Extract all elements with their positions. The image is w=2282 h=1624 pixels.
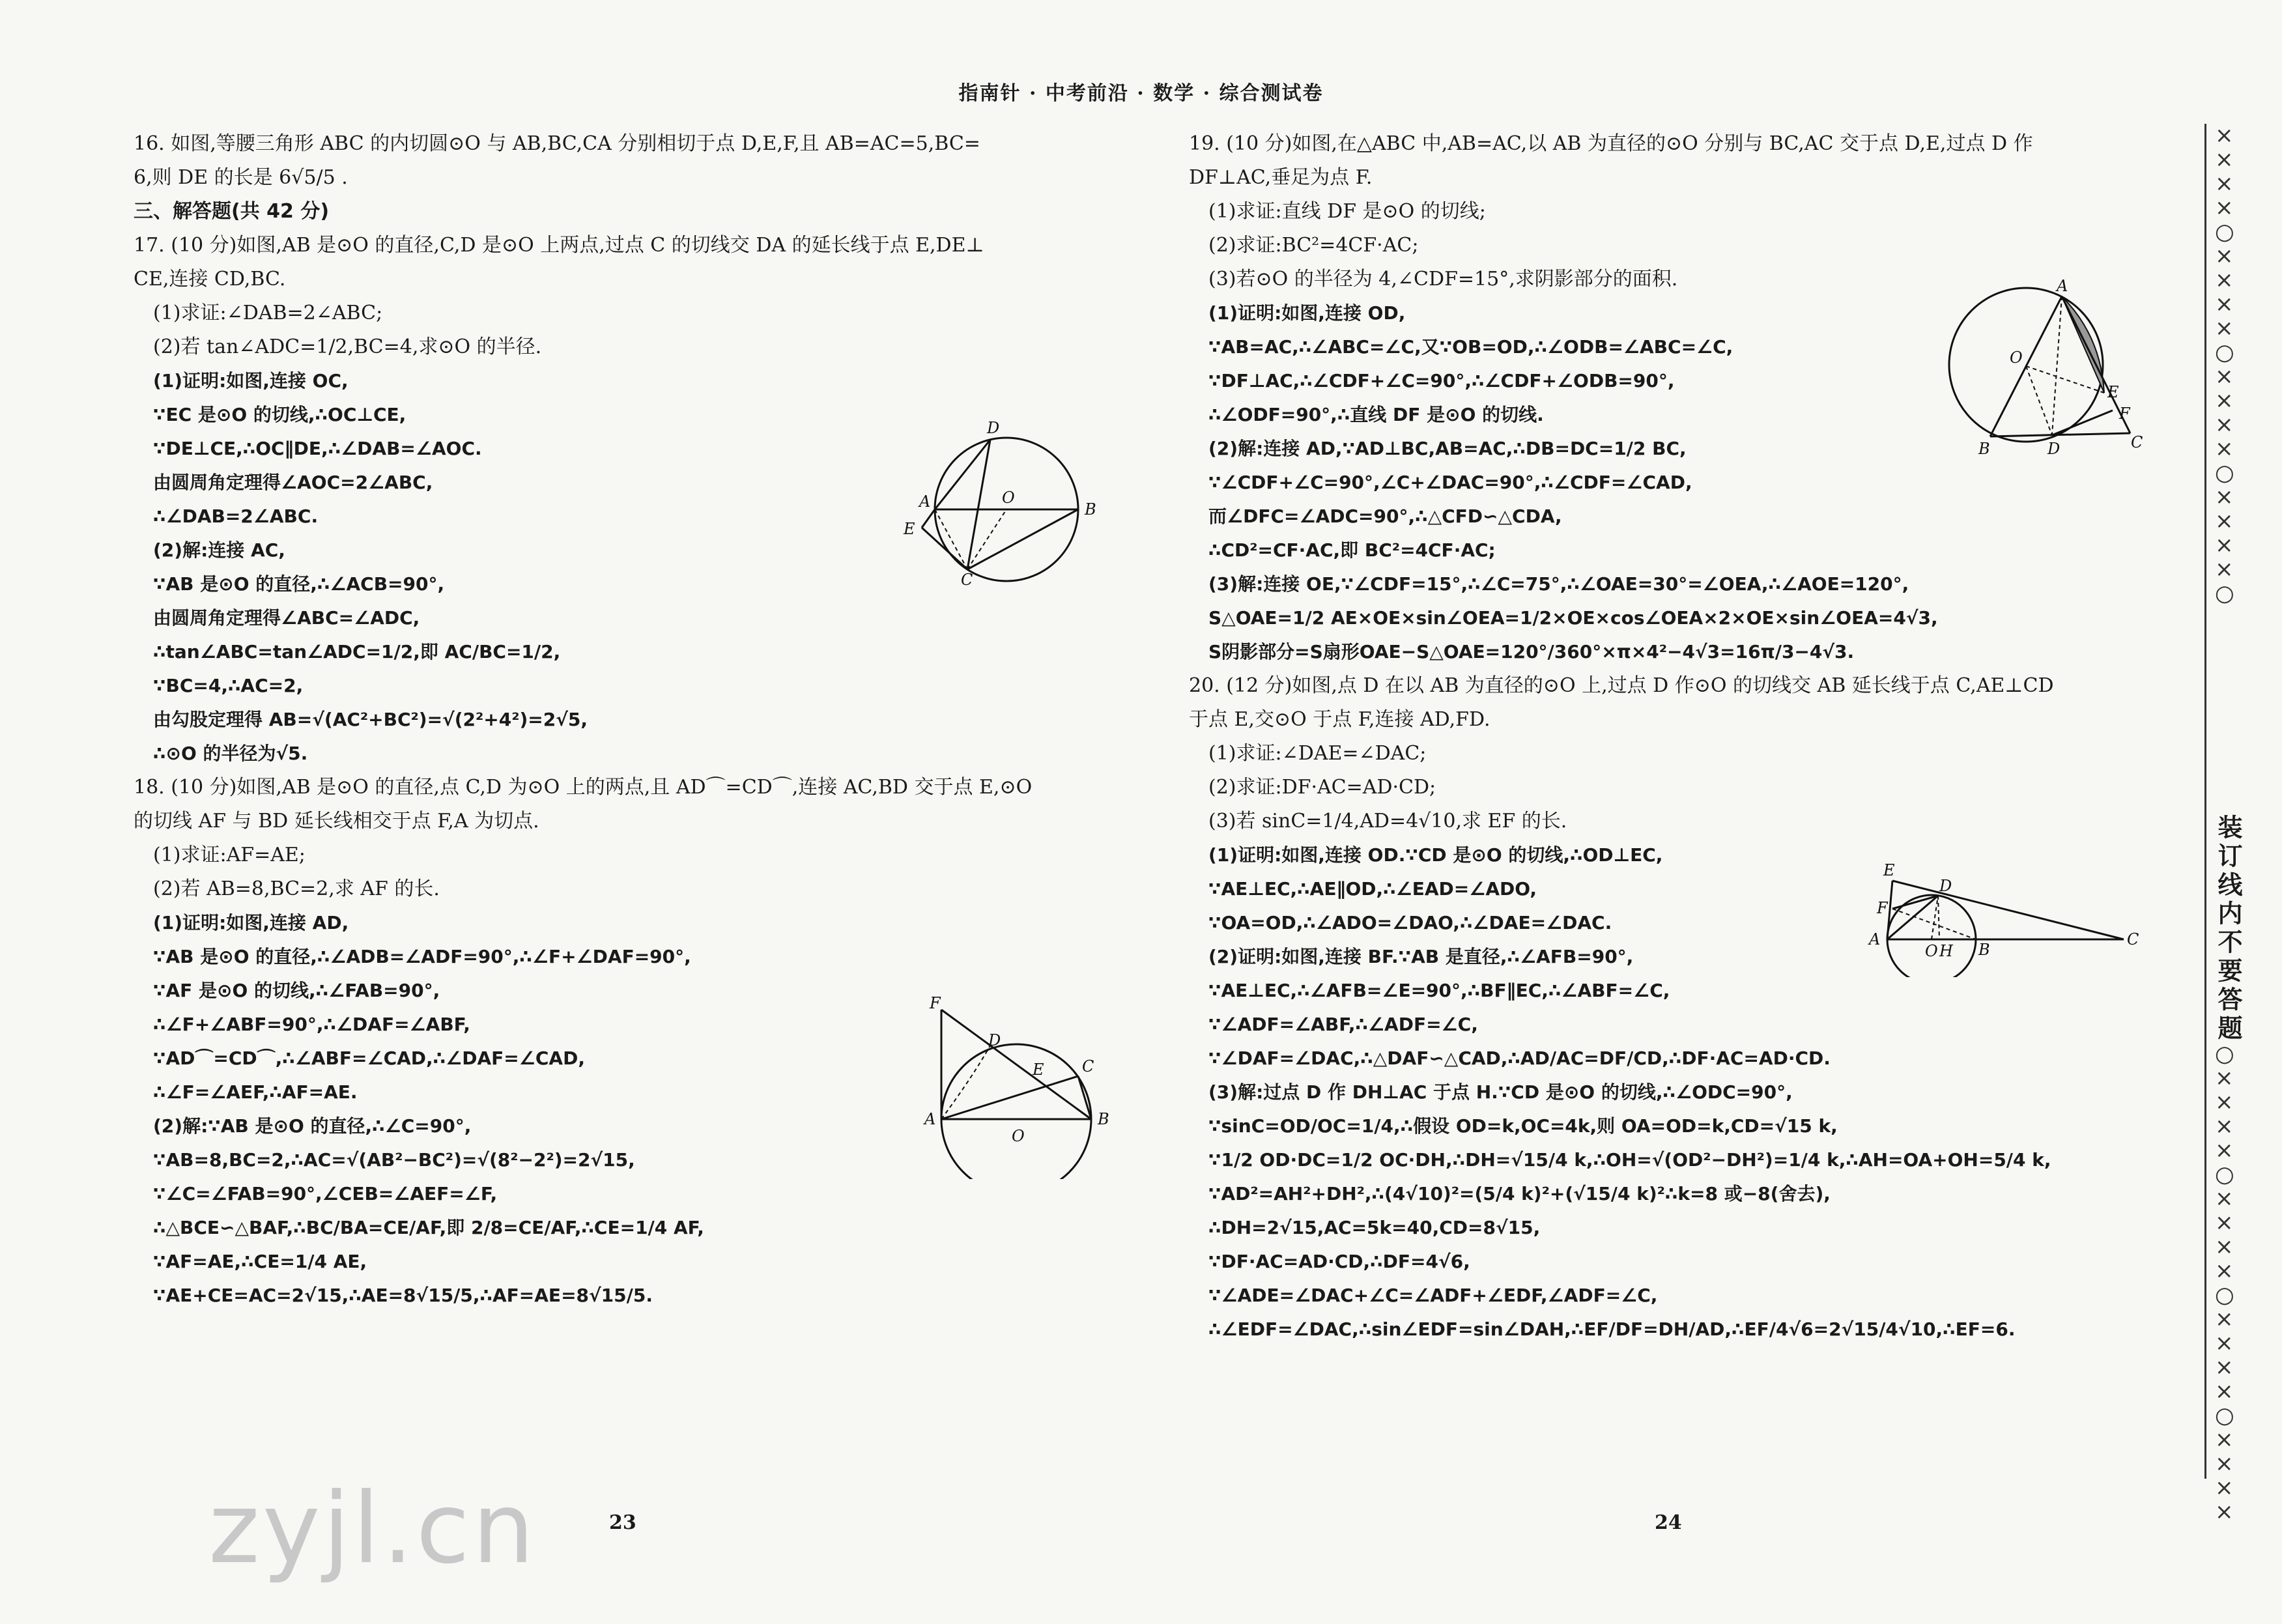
right-line: ∵1/2 OD·DC=1/2 OC·DH,∴DH=√15/4 k,∴OH=√(OD²−DH²)=1/4 k,∴AH=OA+OH=5/4 k, bbox=[1208, 1149, 2051, 1171]
figure-18-label-b: B bbox=[1098, 1110, 1109, 1128]
left-line: 三、解答题(共 42 分) bbox=[134, 200, 330, 223]
right-line: ∵∠ADE=∠DAC+∠C=∠ADF+∠EDF,∠ADF=∠C, bbox=[1208, 1285, 1658, 1306]
figure-19-label-f: F bbox=[2119, 405, 2130, 423]
watermark: zyjl.cn bbox=[208, 1472, 537, 1586]
figure-19-label-b: B bbox=[1978, 440, 1990, 458]
left-line: 由勾股定理得 AB=√(AC²+BC²)=√(2²+4²)=2√5, bbox=[153, 709, 588, 730]
binding-marks-top: ××××○××××○××××○××××○ bbox=[2215, 122, 2234, 606]
page-number-right: 24 bbox=[1655, 1511, 1682, 1534]
figure-20-label-a: A bbox=[1869, 930, 1881, 948]
figure-19 bbox=[1945, 277, 2147, 466]
right-line: ∵AE⊥EC,∴∠AFB=∠E=90°,∴BF∥EC,∴∠ABF=∠C, bbox=[1208, 980, 1670, 1001]
figure-17-label-c: C bbox=[961, 571, 973, 586]
right-line: (3)解:过点 D 作 DH⊥AC 于点 H.∵CD 是⊙O 的切线,∴∠ODC=90°, bbox=[1208, 1081, 1793, 1103]
right-line: (1)求证:∠DAE=∠DAC; bbox=[1208, 742, 1427, 765]
right-line: (2)求证:BC²=4CF·AC; bbox=[1208, 234, 1419, 257]
left-line: CE,连接 CD,BC. bbox=[134, 268, 286, 291]
binding-marks-bottom: ○××××○××××○××××○×××× bbox=[2215, 1041, 2234, 1525]
figure-17-label-e: E bbox=[904, 520, 915, 538]
figure-20-label-d: D bbox=[1939, 877, 1952, 895]
figure-19-label-o: O bbox=[2010, 349, 2023, 367]
right-line: ∴DH=2√15,AC=5k=40,CD=8√15, bbox=[1208, 1217, 1541, 1238]
binding-margin bbox=[2164, 122, 2249, 1525]
left-line: (2)若 tan∠ADC=1/2,BC=4,求⊙O 的半径. bbox=[153, 335, 542, 358]
left-line: ∵AB=8,BC=2,∴AC=√(AB²−BC²)=√(8²−2²)=2√15, bbox=[153, 1149, 635, 1171]
left-line: ∴∠DAB=2∠ABC. bbox=[153, 506, 319, 527]
right-line: S△OAE=1/2 AE×OE×sin∠OEA=1/2×OE×cos∠OEA×2×OE×sin∠OEA=4√3, bbox=[1208, 607, 1938, 629]
figure-17-label-o: O bbox=[1002, 489, 1015, 507]
left-line: 16. 如图,等腰三角形 ABC 的内切圆⊙O 与 AB,BC,CA 分别相切于点 D,E,F,且 AB=AC=5,BC= bbox=[134, 132, 980, 155]
figure-20-label-o: O bbox=[1925, 942, 1938, 960]
figure-19-label-e: E bbox=[2107, 383, 2119, 401]
right-line: (2)证明:如图,连接 BF.∵AB 是直径,∴∠AFB=90°, bbox=[1208, 946, 1634, 967]
figure-18-label-o: O bbox=[1012, 1127, 1025, 1145]
right-line: ∵DF·AC=AD·CD,∴DF=4√6, bbox=[1208, 1251, 1470, 1272]
left-line: ∴△BCE∽△BAF,∴BC/BA=CE/AF,即 2/8=CE/AF,∴CE=1/4 AF, bbox=[153, 1217, 704, 1238]
right-line: ∵AB=AC,∴∠ABC=∠C,又∵OB=OD,∴∠ODB=∠ABC=∠C, bbox=[1208, 336, 1733, 358]
left-line: (1)证明:如图,连接 AD, bbox=[153, 912, 349, 933]
figure-20-label-b: B bbox=[1978, 941, 1990, 959]
figure-18-label-c: C bbox=[1082, 1057, 1094, 1076]
right-line: ∵sinC=OD/OC=1/4,∴假设 OD=k,OC=4k,则 OA=OD=k,CD=√15 k, bbox=[1208, 1115, 1838, 1137]
left-line: ∵AF=AE,∴CE=1/4 AE, bbox=[153, 1251, 367, 1272]
left-line: 由圆周角定理得∠AOC=2∠ABC, bbox=[153, 472, 433, 493]
left-line: ∵DE⊥CE,∴OC∥DE,∴∠DAB=∠AOC. bbox=[153, 438, 482, 459]
figure-18-label-f: F bbox=[930, 997, 941, 1012]
right-line: ∴CD²=CF·AC,即 BC²=4CF·AC; bbox=[1208, 539, 1496, 561]
right-line: ∴∠EDF=∠DAC,∴sin∠EDF=sin∠DAH,∴EF/DF=DH/AD,∴EF/4√6=2√15/4√10,∴EF=6. bbox=[1208, 1318, 2016, 1340]
left-line: ∵AB 是⊙O 的直径,∴∠ACB=90°, bbox=[153, 573, 445, 595]
figure-18 bbox=[915, 997, 1117, 1179]
left-line: (1)求证:AF=AE; bbox=[153, 844, 306, 866]
left-line: 由圆周角定理得∠ABC=∠ADC, bbox=[153, 607, 420, 629]
left-line: ∵∠C=∠FAB=90°,∠CEB=∠AEF=∠F, bbox=[153, 1183, 498, 1204]
left-line: ∴⊙O 的半径为√5. bbox=[153, 743, 308, 764]
left-line: ∵AE+CE=AC=2√15,∴AE=8√15/5,∴AF=AE=8√15/5. bbox=[153, 1285, 653, 1306]
right-line: 19. (10 分)如图,在△ABC 中,AB=AC,以 AB 为直径的⊙O 分别与 BC,AC 交于点 D,E,过点 D 作 bbox=[1189, 132, 2033, 155]
left-line: (1)证明:如图,连接 OC, bbox=[153, 370, 349, 392]
right-line: (1)求证:直线 DF 是⊙O 的切线; bbox=[1208, 200, 1486, 223]
right-line: (2)求证:DF·AC=AD·CD; bbox=[1208, 776, 1436, 799]
right-line: (1)证明:如图,连接 OD.∵CD 是⊙O 的切线,∴OD⊥EC, bbox=[1208, 844, 1663, 866]
left-line: (2)解:连接 AC, bbox=[153, 539, 285, 561]
right-line: (3)若 sinC=1/4,AD=4√10,求 EF 的长. bbox=[1208, 810, 1567, 833]
right-line: ∵∠DAF=∠DAC,∴△DAF∽△CAD,∴AD/AC=DF/CD,∴DF·AC=AD·CD. bbox=[1208, 1047, 1831, 1069]
right-line: 于点 E,交⊙O 于点 F,连接 AD,FD. bbox=[1189, 708, 1490, 731]
left-line: ∴tan∠ABC=tan∠ADC=1/2,即 AC/BC=1/2, bbox=[153, 641, 561, 662]
figure-18-label-a: A bbox=[924, 1110, 936, 1128]
left-line: ∵AF 是⊙O 的切线,∴∠FAB=90°, bbox=[153, 980, 440, 1001]
right-line: (3)解:连接 OE,∵∠CDF=15°,∴∠C=75°,∴∠OAE=30°=∠OEA,∴∠AOE=120°, bbox=[1208, 573, 1909, 595]
right-line: 而∠DFC=∠ADC=90°,∴△CFD∽△CDA, bbox=[1208, 506, 1562, 527]
left-line: 的切线 AF 与 BD 延长线相交于点 F,A 为切点. bbox=[134, 810, 539, 833]
left-line: 17. (10 分)如图,AB 是⊙O 的直径,C,D 是⊙O 上两点,过点 C 的切线交 DA 的延长线于点 E,DE⊥ bbox=[134, 234, 984, 257]
figure-20-label-c: C bbox=[2127, 930, 2139, 948]
right-line: (1)证明:如图,连接 OD, bbox=[1208, 302, 1406, 324]
figure-19-label-d: D bbox=[2047, 440, 2061, 458]
left-line: 18. (10 分)如图,AB 是⊙O 的直径,点 C,D 为⊙O 上的两点,且 AD⌒=CD⌒,连接 AC,BD 交于点 E,⊙O bbox=[134, 776, 1033, 799]
right-line: ∵DF⊥AC,∴∠CDF+∠C=90°,∴∠CDF+∠ODB=90°, bbox=[1208, 370, 1675, 392]
binding-notice: 装订线内不要答题 bbox=[2214, 814, 2242, 1044]
figure-20-label-h: H bbox=[1939, 942, 1953, 960]
left-line: ∵AD⌒=CD⌒,∴∠ABF=∠CAD,∴∠DAF=∠CAD, bbox=[153, 1047, 585, 1069]
left-line: ∵EC 是⊙O 的切线,∴OC⊥CE, bbox=[153, 404, 406, 425]
left-line: 6,则 DE 的长是 6√5/5 . bbox=[134, 166, 348, 189]
figure-17-label-a: A bbox=[919, 492, 931, 511]
figure-20 bbox=[1860, 853, 2147, 977]
figure-19-label-c: C bbox=[2131, 433, 2143, 451]
figure-17-label-b: B bbox=[1085, 500, 1096, 519]
right-line: 20. (12 分)如图,点 D 在以 AB 为直径的⊙O 上,过点 D 作⊙O 的切线交 AB 延长线于点 C,AE⊥CD bbox=[1189, 674, 2054, 697]
left-line: (1)求证:∠DAB=2∠ABC; bbox=[153, 302, 383, 324]
right-line: ∵OA=OD,∴∠ADO=∠DAO,∴∠DAE=∠DAC. bbox=[1208, 912, 1612, 933]
right-line: ∵AD²=AH²+DH²,∴(4√10)²=(5/4 k)²+(√15/4 k)²∴k=8 或−8(舍去), bbox=[1208, 1183, 1831, 1204]
right-line: ∵∠CDF+∠C=90°,∠C+∠DAC=90°,∴∠CDF=∠CAD, bbox=[1208, 472, 1692, 493]
left-line: ∵AB 是⊙O 的直径,∴∠ADB=∠ADF=90°,∴∠F+∠DAF=90°, bbox=[153, 946, 691, 967]
right-line: ∴∠ODF=90°,∴直线 DF 是⊙O 的切线. bbox=[1208, 404, 1544, 425]
figure-18-label-d: D bbox=[988, 1031, 1001, 1049]
left-line: ∴∠F=∠AEF,∴AF=AE. bbox=[153, 1081, 358, 1103]
left-line: (2)解:∵AB 是⊙O 的直径,∴∠C=90°, bbox=[153, 1115, 472, 1137]
figure-17-label-d: D bbox=[987, 419, 1000, 437]
left-line: ∵BC=4,∴AC=2, bbox=[153, 675, 304, 696]
figure-20-label-e: E bbox=[1883, 861, 1895, 879]
left-line: (2)若 AB=8,BC=2,求 AF 的长. bbox=[153, 877, 440, 900]
right-line: (2)解:连接 AD,∵AD⊥BC,AB=AC,∴DB=DC=1/2 BC, bbox=[1208, 438, 1687, 459]
page-header: 指南针 · 中考前沿 · 数学 · 综合测试卷 bbox=[958, 82, 1324, 105]
right-line: S阴影部分=S扇形OAE−S△OAE=120°/360°×π×4²−4√3=16π/3−4√3. bbox=[1208, 641, 1855, 662]
figure-18-label-e: E bbox=[1033, 1061, 1044, 1079]
figure-19-label-a: A bbox=[2057, 277, 2068, 295]
figure-20-label-f: F bbox=[1877, 899, 1888, 917]
right-line: ∵AE⊥EC,∴AE∥OD,∴∠EAD=∠ADO, bbox=[1208, 878, 1537, 900]
right-line: (3)若⊙O 的半径为 4,∠CDF=15°,求阴影部分的面积. bbox=[1208, 268, 1678, 291]
left-line: ∴∠F+∠ABF=90°,∴∠DAF=∠ABF, bbox=[153, 1014, 470, 1035]
right-line: DF⊥AC,垂足为点 F. bbox=[1189, 166, 1373, 189]
right-line: ∵∠ADF=∠ABF,∴∠ADF=∠C, bbox=[1208, 1014, 1478, 1035]
binding-line bbox=[2204, 124, 2206, 1479]
page-number-left: 23 bbox=[609, 1511, 636, 1534]
figure-17 bbox=[896, 417, 1111, 586]
